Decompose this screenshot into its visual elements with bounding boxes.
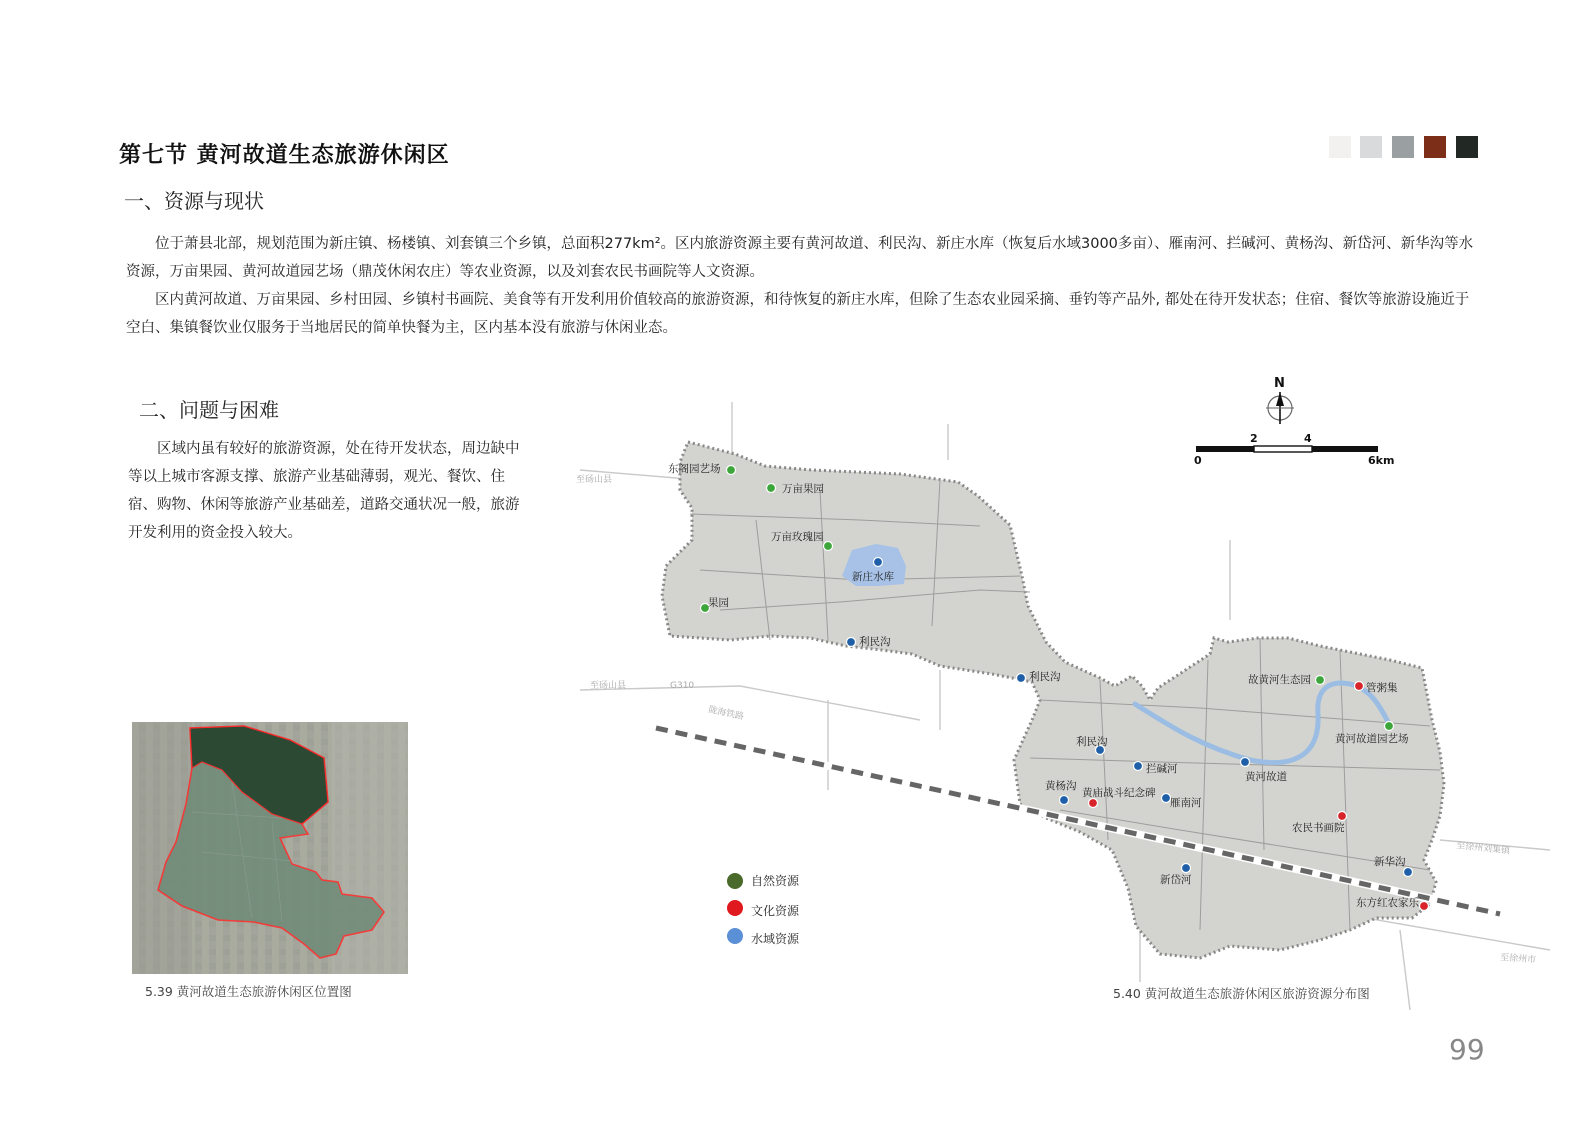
legend-cultural-icon [727, 900, 743, 916]
road-label-dangshan-2: 至砀山县 [590, 681, 627, 691]
legend-water-label: 水域资源 [751, 932, 800, 946]
point-dongfeng[interactable] [727, 466, 736, 475]
section1-heading: 一、资源与现状 [124, 189, 264, 213]
scale-2: 2 [1250, 432, 1258, 445]
resource-distribution-map [560, 370, 1560, 1010]
point-gudao[interactable] [1241, 758, 1250, 767]
road-label-dangshan-1: 至砀山县 [576, 475, 613, 485]
label-shuhuayuan: 农民书画院 [1292, 822, 1345, 834]
scale-4: 4 [1304, 432, 1312, 445]
point-limin-1[interactable] [847, 638, 856, 647]
map-legend [727, 873, 800, 946]
label-guhuanghe-eco: 故黄河生态园 [1248, 674, 1311, 686]
section2-text [128, 435, 528, 547]
label-limin-2: 利民沟 [1029, 671, 1061, 683]
label-xinhua: 新华沟 [1374, 856, 1406, 868]
label-guanzhou: 管粥集 [1366, 682, 1398, 694]
section1-paragraph1: 位于萧县北部，规划范围为新庄镇、杨楼镇、刘套镇三个乡镇，总面积277km²。区内旅游资源主要有黄河故道、利民沟、新庄水库（恢复后水域3000多亩）、雁南河、拦碱河、黄杨沟、新岱河、新华沟等水资源，万亩果园、黄河故道园艺场（鼎茂休闲农庄）等农业资源，以及刘套农民书画院等人文资源。 [126, 236, 1474, 280]
point-xindai[interactable] [1182, 864, 1191, 873]
label-wanmu-rose: 万亩玫瑰园 [771, 531, 824, 543]
point-wanmu-rose[interactable] [824, 542, 833, 551]
label-dongfeng: 东阁园艺场 [668, 463, 721, 475]
label-limin-1: 利民沟 [859, 636, 891, 648]
point-lanjian[interactable] [1134, 762, 1143, 771]
label-xindai: 新岱河 [1160, 874, 1192, 886]
road-label-xuzhou: 至徐州市 [1499, 953, 1537, 966]
road-label-railway: 陇海铁路 [707, 705, 745, 723]
color-swatch-2 [1360, 136, 1382, 158]
road-label-liuji: 至徐州刘集镇 [1455, 841, 1511, 857]
section-title: 第七节 黄河故道生态旅游休闲区 [119, 143, 450, 168]
location-satellite-map [132, 722, 408, 974]
color-swatch-3 [1392, 136, 1414, 158]
point-memorial[interactable] [1089, 799, 1098, 808]
color-swatch-4 [1424, 136, 1446, 158]
legend-natural-icon [727, 873, 743, 889]
distribution-map-caption: 5.40 黄河故道生态旅游休闲区旅游资源分布图 [1113, 986, 1370, 1001]
color-swatch-1 [1329, 136, 1351, 158]
north-arrow [1266, 376, 1294, 424]
label-yannan: 雁南河 [1170, 797, 1202, 809]
section1-text [126, 230, 1478, 342]
legend-cultural-label: 文化资源 [751, 904, 800, 918]
page-number: 99 [1449, 1033, 1485, 1066]
road-label-g310: G310 [670, 681, 695, 691]
legend-water-icon [727, 928, 743, 944]
point-reservoir[interactable] [874, 558, 883, 567]
scale-bar [1194, 432, 1394, 467]
label-reservoir: 新庄水库 [852, 571, 894, 583]
north-label: N [1274, 376, 1285, 391]
point-guhuanghe-eco[interactable] [1316, 676, 1325, 685]
location-map-caption: 5.39 黄河故道生态旅游休闲区位置图 [145, 984, 352, 999]
point-dongfanghong[interactable] [1420, 902, 1429, 911]
label-orchard: 果园 [708, 597, 729, 609]
color-swatch-5 [1456, 136, 1478, 158]
label-memorial: 黄庙战斗纪念碑 [1082, 787, 1156, 799]
scale-6km: 6km [1368, 454, 1395, 467]
point-shuhuayuan[interactable] [1338, 812, 1347, 821]
scale-0: 0 [1194, 454, 1202, 467]
label-lanjian: 拦碱河 [1146, 763, 1178, 775]
legend-natural-label: 自然资源 [751, 874, 800, 888]
label-limin-3: 利民沟 [1076, 736, 1108, 748]
point-wanmu-orchard[interactable] [767, 484, 776, 493]
section2-heading: 二、问题与困难 [139, 398, 279, 422]
point-huangyang[interactable] [1060, 796, 1069, 805]
label-wanmu-orchard: 万亩果园 [782, 483, 824, 495]
point-limin-2[interactable] [1017, 674, 1026, 683]
label-yuanyi: 黄河故道园艺场 [1335, 733, 1409, 745]
point-yuanyi[interactable] [1385, 722, 1394, 731]
label-gudao: 黄河故道 [1245, 771, 1287, 783]
label-dongfanghong: 东方红农家乐 [1356, 897, 1419, 909]
section2-paragraph: 区域内虽有较好的旅游资源，处在待开发状态，周边缺中等以上城市客源支撑、旅游产业基础薄弱，观光、餐饮、住宿、购物、休闲等旅游产业基础差，道路交通状况一般，旅游开发利用的资金投入较大。 [128, 441, 520, 541]
point-guanzhou[interactable] [1355, 682, 1364, 691]
section1-paragraph2: 区内黄河故道、万亩果园、乡村田园、乡镇村书画院、美食等有开发利用价值较高的旅游资源，和待恢复的新庄水库，但除了生态农业园采摘、垂钓等产品外, 都处在待开发状态；住宿、餐饮等旅游设施近于空白、集镇餐饮业仅服务于当地居民的简单快餐为主，区内基本没有旅游与休闲业态。 [126, 292, 1470, 336]
point-xinhua[interactable] [1404, 868, 1413, 877]
label-huangyang: 黄杨沟 [1045, 780, 1077, 792]
